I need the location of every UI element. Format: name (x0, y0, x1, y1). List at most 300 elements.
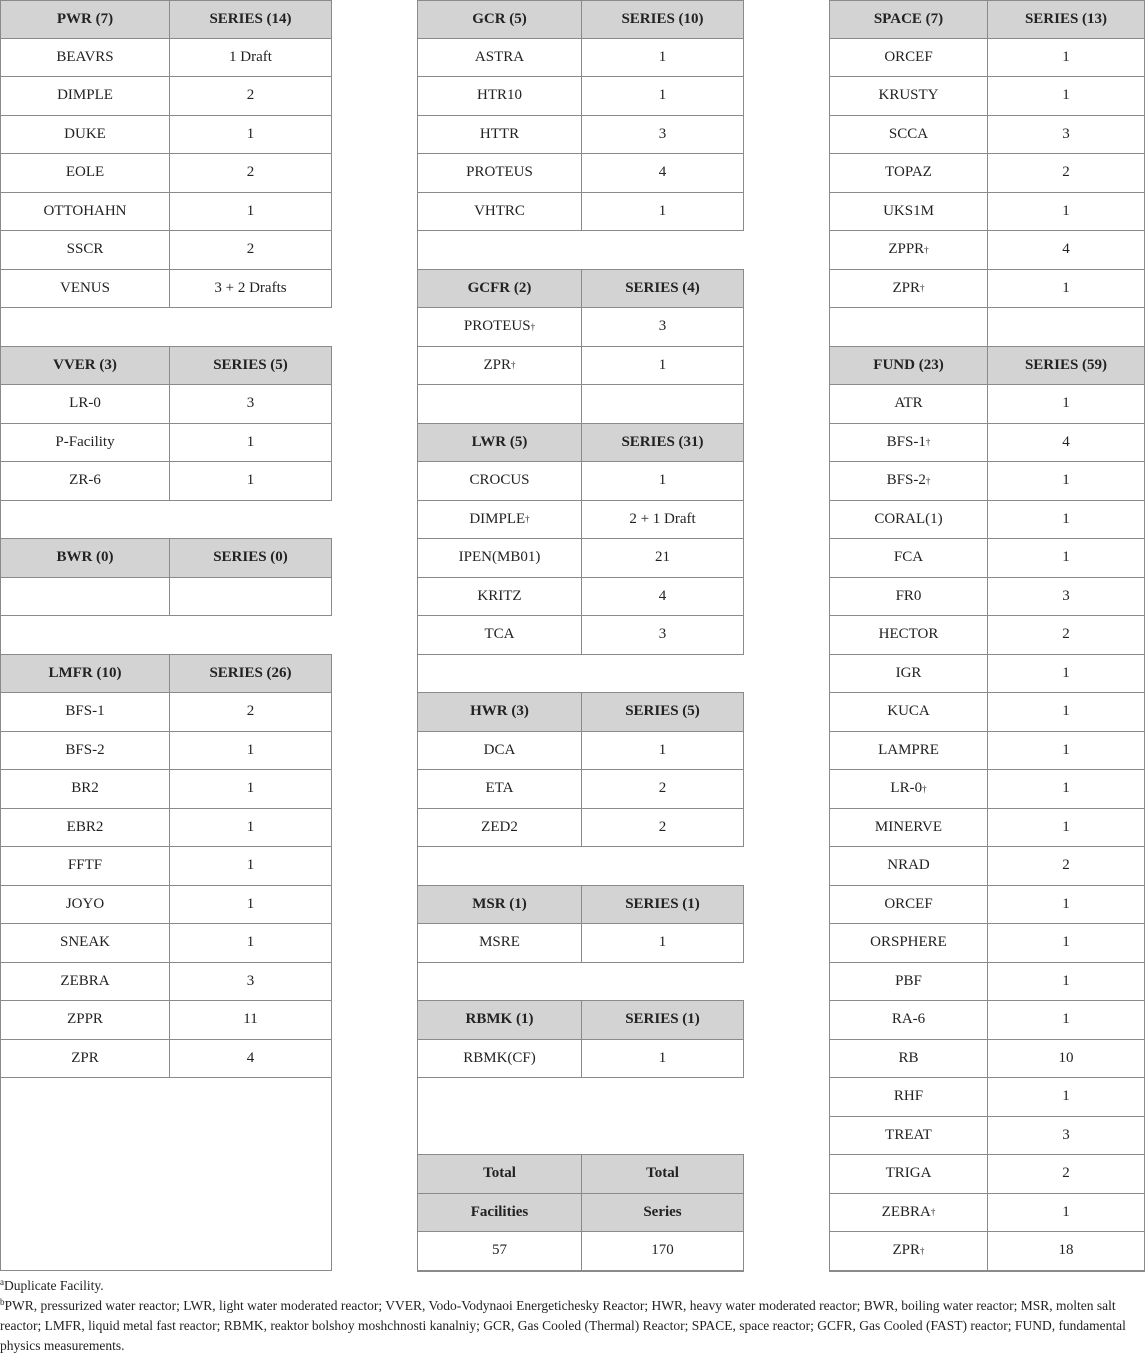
facility-cell: DIMPLE † (417, 501, 582, 539)
series-count-cell (582, 462, 744, 500)
cell-text: SERIES (1) (625, 895, 700, 912)
table-row (417, 770, 744, 809)
section-header-row (417, 424, 744, 463)
cell-text: 1 (246, 472, 255, 489)
cell-text: SERIES (26) (209, 664, 292, 681)
series-count-cell (170, 39, 332, 77)
table-row (0, 270, 332, 309)
table-row (829, 154, 1145, 193)
footnote-a: $^a$Duplicate Facility. (0, 1276, 104, 1293)
cell-text: 2 (1062, 857, 1070, 874)
cell-text: TCA (484, 626, 515, 643)
table-row (829, 809, 1145, 848)
cell-text: 2 (658, 780, 667, 797)
cell-text: 1 (658, 1049, 667, 1066)
facility-cell (829, 77, 988, 115)
footnote-b: $^b$PWR, pressurized water reactor; LWR, light water moderated reactor; VVER, Vodo-Vodynaoi Energetichesky Reactor; HWR, heavy water moderated reactor; BWR, boiling water reactor; MSR, molten salt reactor; LMFR, liquid metal fast reactor; RBMK, reaktor bolshoy moshchnosti kanalniy; GCR, Gas Cooled (Thermal) Reactor; SPACE, space reactor; GCFR, Gas Cooled (FAST) reactor; FUND, fundamental physics measurements. (0, 1296, 1126, 1353)
spacer-cell (417, 231, 744, 269)
cell-text: 1 (1062, 549, 1070, 566)
cell-text: LR-0 (890, 780, 923, 797)
cell-text: 1 (246, 895, 255, 912)
table-row (417, 924, 744, 963)
cell-text: SERIES (31) (621, 433, 704, 450)
cell-text: SERIES (59) (1024, 356, 1108, 373)
cell-text: ETA (485, 780, 514, 797)
series-count-cell (988, 924, 1145, 962)
facility-cell (0, 1001, 170, 1039)
series-count-cell (988, 308, 1145, 346)
cell-text: IPEN(MB01) (458, 549, 541, 566)
table-row (829, 770, 1145, 809)
section-header-row (417, 270, 744, 309)
series-count-cell (582, 347, 744, 385)
series-count-cell (988, 732, 1145, 770)
cell-text: UKS1M (883, 202, 934, 219)
cell-text: SERIES (0) (213, 549, 288, 566)
series-count-cell (170, 1040, 332, 1078)
cell-text: 1 (1062, 972, 1070, 989)
facility-cell (0, 154, 170, 192)
facility-cell (829, 578, 988, 616)
table-row (829, 886, 1145, 925)
facility-cell (417, 77, 582, 115)
facility-cell: ZPR † (417, 347, 582, 385)
series-count-cell (170, 193, 332, 231)
facility-cell (0, 39, 170, 77)
series-count-cell (988, 424, 1145, 462)
cell-text: 3 (246, 972, 255, 989)
facility-cell (417, 809, 582, 847)
table-row (0, 116, 332, 155)
cell-text: SERIES (13) (1024, 10, 1108, 27)
category-header (417, 1001, 582, 1039)
empty-fill (0, 1078, 332, 1271)
cell-text: RHF (893, 1088, 924, 1105)
cell-text: 2 (246, 164, 255, 181)
cell-text: 1 (246, 433, 255, 450)
table-row (829, 193, 1145, 232)
cell-text: FR0 (895, 587, 922, 604)
facility-cell (417, 732, 582, 770)
facility-cell (829, 886, 988, 924)
cell-text: RBMK(CF) (463, 1049, 536, 1066)
spacer-row (0, 308, 332, 347)
table-row (829, 1117, 1145, 1156)
facility-cell (829, 1117, 988, 1155)
cell-text: ZPR (892, 279, 920, 296)
series-count-cell (582, 924, 744, 962)
category-header (417, 1194, 582, 1232)
series-header (988, 347, 1145, 385)
table-row (0, 385, 332, 424)
cell-text: ORCEF (884, 48, 933, 65)
series-count-cell (582, 1232, 744, 1270)
cell-text: ATR (894, 395, 923, 412)
table-row (0, 1001, 332, 1040)
cell-text: 10 (1058, 1049, 1074, 1066)
series-count-cell (170, 732, 332, 770)
facility-cell (829, 116, 988, 154)
series-count-cell (582, 578, 744, 616)
facility-cell (829, 39, 988, 77)
spacer-cell (0, 616, 332, 654)
series-count-cell (988, 385, 1145, 423)
table-row (0, 462, 332, 501)
table-row (417, 77, 744, 116)
facility-cell (829, 1040, 988, 1078)
cell-text: 1 (1062, 510, 1070, 527)
facility-cell (829, 1155, 988, 1193)
cell-text: DIMPLE (57, 87, 113, 104)
facility-cell: LR-0 † (829, 770, 988, 808)
footnotes (0, 1276, 1140, 1356)
cell-text: 2 (1062, 1165, 1070, 1182)
facility-cell (417, 39, 582, 77)
cell-text: SCCA (888, 125, 929, 142)
table-row (829, 963, 1145, 1002)
facility-cell (417, 539, 582, 577)
series-header (582, 693, 744, 731)
series-count-cell (988, 655, 1145, 693)
facility-cell (0, 1040, 170, 1078)
table-row (829, 462, 1145, 501)
series-count-cell (582, 501, 744, 539)
cell-text: FFTF (67, 857, 103, 874)
facility-cell (0, 424, 170, 462)
section-header-row (417, 886, 744, 925)
cell-text: SNEAK (59, 934, 110, 951)
table-row (417, 385, 744, 424)
series-count-cell (170, 385, 332, 423)
cell-text: 3 (1062, 125, 1070, 142)
section-header-row (829, 0, 1145, 39)
cell-text: 1 (246, 780, 255, 797)
cell-text: 1 (1062, 703, 1070, 720)
cell-text: TRIGA (885, 1165, 932, 1182)
table-row (829, 501, 1145, 540)
cell-text: BFS-2 (886, 472, 926, 489)
table-row (829, 385, 1145, 424)
cell-text: 1 (1062, 1203, 1070, 1220)
facility-cell (829, 385, 988, 423)
series-count-cell (988, 886, 1145, 924)
cell-text: VHTRC (474, 202, 525, 219)
cell-text: 1 (1062, 395, 1070, 412)
series-header (170, 1, 332, 38)
cell-text: VENUS (59, 279, 110, 296)
cell-text: 1 (1062, 1088, 1070, 1105)
series-count-cell (988, 462, 1145, 500)
spacer-cell (417, 1078, 744, 1154)
cell-text: ZPR (71, 1049, 99, 1066)
table-row (0, 578, 332, 617)
table-row (829, 1078, 1145, 1117)
series-count-cell (170, 924, 332, 962)
cell-text: RB (898, 1049, 919, 1066)
cell-text: BEAVRS (56, 48, 114, 65)
table-row (829, 732, 1145, 771)
category-header (417, 270, 582, 308)
facility-cell (829, 809, 988, 847)
facility-cell (417, 154, 582, 192)
cell-text: 2 + 1 Draft (629, 510, 696, 527)
series-count-cell (170, 270, 332, 308)
category-header (0, 347, 170, 385)
cell-text: 3 (1062, 1126, 1070, 1143)
facility-cell (0, 116, 170, 154)
cell-text: NRAD (887, 857, 930, 874)
series-count-cell (988, 77, 1145, 115)
series-count-cell (582, 116, 744, 154)
cell-text: CROCUS (469, 472, 530, 489)
series-count-cell (582, 539, 744, 577)
table-row (829, 616, 1145, 655)
series-header (582, 424, 744, 462)
cell-text: 2 (246, 241, 255, 258)
cell-text: 170 (651, 1242, 674, 1259)
series-count-cell (170, 578, 332, 616)
cell-text: ZPPR (67, 1011, 103, 1028)
spacer-row (0, 501, 332, 540)
cell-text: 4 (658, 587, 667, 604)
table-row (829, 693, 1145, 732)
facility-cell (829, 655, 988, 693)
series-count-cell (170, 847, 332, 885)
cell-text: OTTOHAHN (43, 202, 127, 219)
table-row (829, 77, 1145, 116)
cell-text: TREAT (885, 1126, 932, 1143)
cell-text: 1 (1062, 87, 1070, 104)
category-header (0, 1, 170, 38)
facility-cell (417, 1040, 582, 1078)
table-row (0, 154, 332, 193)
category-header (417, 1, 582, 38)
cell-text: PROTEUS (463, 318, 531, 335)
table-row (0, 732, 332, 771)
spacer-row (417, 963, 744, 1002)
cell-text: 4 (1062, 241, 1070, 258)
series-header (170, 655, 332, 693)
cell-text: LWR (5) (471, 433, 528, 450)
cell-text: 1 (1062, 741, 1070, 758)
cell-text: 3 + 2 Drafts (214, 279, 287, 296)
spacer-row (417, 1078, 744, 1155)
cell-text: ZPR (892, 1242, 920, 1259)
series-header (582, 270, 744, 308)
cell-text: ORCEF (884, 895, 933, 912)
series-count-cell (170, 116, 332, 154)
cell-text: FUND (23) (873, 356, 944, 373)
cell-text: BFS-2 (65, 741, 105, 758)
empty-fill (829, 1271, 1145, 1272)
cell-text: JOYO (65, 895, 105, 912)
cell-text: 1 (246, 934, 255, 951)
cell-text: SERIES (5) (213, 356, 288, 373)
cell-text: 1 (658, 202, 667, 219)
cell-text: ZEBRA (60, 972, 110, 989)
series-count-cell (582, 770, 744, 808)
category-header (0, 655, 170, 693)
series-count-cell (988, 193, 1145, 231)
category-header (0, 539, 170, 577)
section-header-row (417, 1155, 744, 1194)
facility-cell (0, 693, 170, 731)
table-row (417, 39, 744, 78)
cell-text: 1 (1062, 279, 1070, 296)
cell-text: 1 (1062, 780, 1070, 797)
cell-text: SERIES (1) (625, 1011, 700, 1028)
series-count-cell (582, 385, 744, 423)
section-header-row (0, 655, 332, 694)
table-row (0, 1040, 332, 1079)
spacer-row (417, 847, 744, 886)
cell-text: IGR (895, 664, 922, 681)
cell-text: DCA (483, 741, 516, 758)
facility-cell (0, 732, 170, 770)
table-row (0, 886, 332, 925)
table-row (417, 539, 744, 578)
table-row (417, 578, 744, 617)
table-row (0, 847, 332, 886)
facility-cell (417, 616, 582, 654)
series-count-cell (988, 770, 1145, 808)
table-row (829, 39, 1145, 78)
cell-text: 3 (658, 626, 667, 643)
cell-text: 4 (658, 164, 667, 181)
table-row (829, 1040, 1145, 1079)
category-header (417, 424, 582, 462)
cell-text: ZR-6 (69, 472, 101, 489)
cell-text: Series (643, 1203, 682, 1220)
series-count-cell (170, 963, 332, 1001)
cell-text: P-Facility (55, 433, 115, 450)
facility-cell: PROTEUS † (417, 308, 582, 346)
cell-text: MSRE (479, 934, 520, 951)
cell-text: HTTR (479, 125, 520, 142)
table-row (829, 578, 1145, 617)
table-row (0, 193, 332, 232)
table-row (0, 77, 332, 116)
series-count-cell (582, 616, 744, 654)
cell-text: MSR (1) (472, 895, 527, 912)
cell-text: ZEBRA (881, 1203, 931, 1220)
cell-text: 2 (1062, 164, 1070, 181)
series-count-cell (582, 308, 744, 346)
cell-text: LR-0 (69, 395, 101, 412)
cell-text: 1 (658, 48, 667, 65)
series-count-cell (582, 77, 744, 115)
table-row (829, 1155, 1145, 1194)
section-header-row (417, 693, 744, 732)
cell-text: BR2 (71, 780, 99, 797)
series-count-cell (170, 231, 332, 269)
series-count-cell (170, 809, 332, 847)
series-header (170, 347, 332, 385)
series-count-cell (170, 462, 332, 500)
series-count-cell (988, 1194, 1145, 1232)
series-count-cell (582, 809, 744, 847)
facility-cell: BFS-1 † (829, 424, 988, 462)
empty-fill (417, 1271, 744, 1272)
series-count-cell (988, 578, 1145, 616)
series-header (582, 1155, 744, 1193)
series-header (582, 1, 744, 38)
series-count-cell (988, 231, 1145, 269)
facility-cell (829, 924, 988, 962)
cell-text: 1 (1062, 895, 1070, 912)
cell-text: 3 (658, 125, 667, 142)
table-row (417, 308, 744, 347)
facility-cell (0, 809, 170, 847)
cell-text: RBMK (1) (465, 1011, 534, 1028)
spacer-cell (417, 963, 744, 1001)
cell-text: PROTEUS (466, 164, 533, 181)
table-row (829, 270, 1145, 309)
series-count-cell (988, 270, 1145, 308)
series-count-cell (988, 501, 1145, 539)
cell-text: KRUSTY (878, 87, 939, 104)
table-row (417, 616, 744, 655)
facility-cell (0, 847, 170, 885)
cell-text: 11 (243, 1011, 258, 1028)
cell-text: 2 (246, 87, 255, 104)
cell-text: 4 (246, 1049, 255, 1066)
cell-text: HECTOR (878, 626, 939, 643)
category-header (829, 347, 988, 385)
category-header (417, 886, 582, 924)
table-row (829, 1232, 1145, 1271)
series-count-cell (988, 847, 1145, 885)
table-row (417, 154, 744, 193)
category-header (417, 693, 582, 731)
cell-text: 1 (246, 125, 255, 142)
facility-cell (417, 1232, 582, 1270)
table-row (0, 39, 332, 78)
spacer-row (417, 655, 744, 694)
table-row (829, 1194, 1145, 1233)
series-count-cell (582, 39, 744, 77)
cell-text: RA-6 (891, 1011, 926, 1028)
section-header-row (417, 0, 744, 39)
cell-text: 1 (1062, 934, 1070, 951)
cell-text: HTR10 (477, 87, 522, 104)
cell-text: Total (646, 1165, 679, 1182)
cell-text: 2 (246, 703, 255, 720)
table-row (417, 1040, 744, 1079)
section-header-row (417, 1194, 744, 1233)
facility-cell (417, 462, 582, 500)
series-count-cell (988, 1155, 1145, 1193)
table-row (0, 693, 332, 732)
series-count-cell (170, 1001, 332, 1039)
cell-text: TOPAZ (885, 164, 932, 181)
table-row (417, 462, 744, 501)
cell-text: Facilities (470, 1203, 529, 1220)
cell-text: Total (483, 1165, 516, 1182)
cell-text: BFS-1 (65, 703, 105, 720)
cell-text: BFS-1 (886, 433, 926, 450)
series-count-cell (170, 77, 332, 115)
facility-cell (0, 77, 170, 115)
cell-text: 1 (658, 741, 667, 758)
cell-text: 2 (1062, 626, 1070, 643)
facility-cell (417, 924, 582, 962)
spacer-cell (0, 308, 332, 346)
cell-text: SERIES (4) (625, 279, 700, 296)
cell-text: MINERVE (874, 818, 943, 835)
table-row (417, 501, 744, 540)
cell-text: GCR (5) (472, 10, 527, 27)
